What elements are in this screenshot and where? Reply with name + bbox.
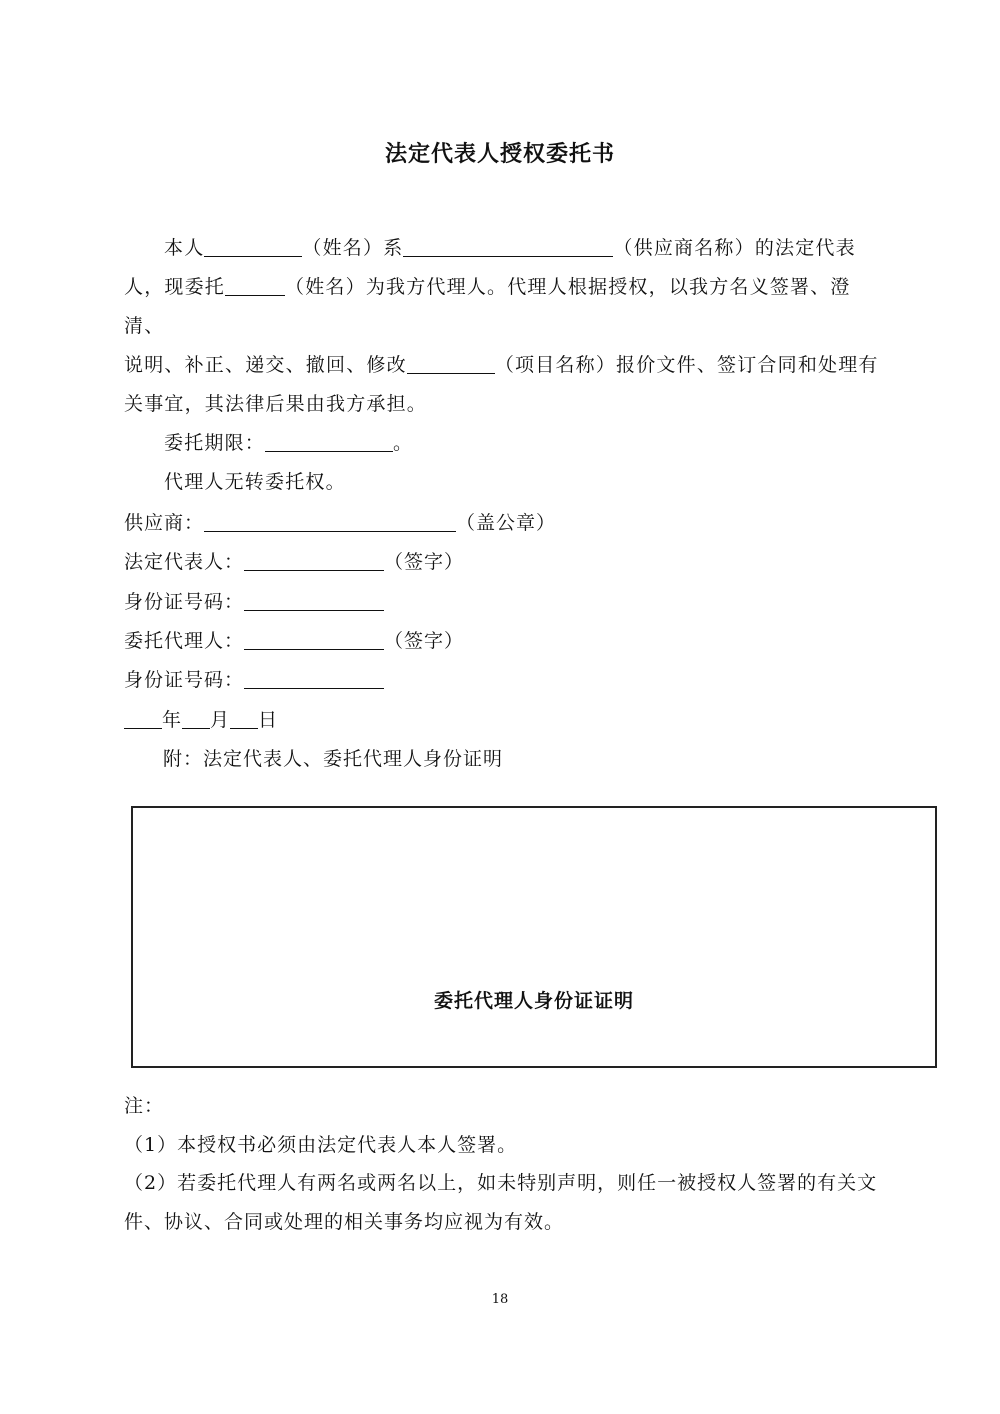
body-paragraph (124, 229, 884, 502)
body-line-1 (124, 229, 884, 268)
supplier-label: 供应商： (124, 512, 205, 534)
supplier-blank[interactable] (204, 513, 456, 532)
name-blank[interactable] (204, 238, 302, 257)
month-label: 月 (210, 709, 231, 731)
legal-rep-id-blank[interactable] (244, 592, 384, 611)
supplier-name-blank[interactable] (403, 238, 613, 257)
note-2-line-2: 件、协议、合同或处理的相关事务均应视为有效。 (124, 1211, 565, 1233)
project-name-blank[interactable] (407, 355, 495, 374)
signature-note: （签字） (384, 630, 465, 652)
text: 说明、补正、递交、撤回、修改 (124, 354, 407, 376)
no-subdelegation-line: 代理人无转委托权。 (164, 471, 346, 493)
id-proof-box[interactable] (131, 806, 937, 1068)
text: （项目名称）报价文件、签订合同和处理有 (494, 354, 879, 376)
day-label: 日 (258, 709, 279, 731)
text: （姓名）为我方代理人。代理人根据授权，以我方名义签署、澄清、 (124, 276, 851, 337)
term-blank[interactable] (265, 433, 393, 452)
document-title: 法定代表人授权委托书 (384, 142, 615, 167)
id-number-row-2 (124, 668, 384, 692)
day-blank[interactable] (230, 710, 258, 729)
legal-rep-signature-blank[interactable] (244, 552, 384, 571)
id-label: 身份证号码： (124, 591, 245, 613)
legal-rep-label: 法定代表人： (124, 551, 245, 573)
seal-note: （盖公章） (456, 512, 557, 534)
text: 人，现委托 (124, 276, 226, 298)
id-number-row-1 (124, 590, 384, 614)
signature-note: （签字） (384, 551, 465, 573)
body-line-3 (124, 346, 884, 385)
text: 。 (393, 432, 414, 454)
term-label: 委托期限： (164, 432, 266, 454)
month-blank[interactable] (182, 710, 210, 729)
text: （姓名）系 (302, 237, 404, 259)
id-proof-box-label: 委托代理人身份证证明 (433, 990, 634, 1012)
page-number: 18 (491, 1292, 509, 1307)
legal-rep-row (124, 550, 464, 574)
year-label: 年 (162, 709, 183, 731)
date-row (124, 708, 278, 732)
agent-id-blank[interactable] (244, 670, 384, 689)
body-line-4: 关事宜，其法律后果由我方承担。 (124, 393, 428, 415)
id-label: 身份证号码： (124, 669, 245, 691)
agent-row (124, 629, 464, 653)
term-line (124, 424, 884, 463)
note-2-line-1: （2）若委托代理人有两名或两名以上，如未特别声明，则任一被授权人签署的有关文 (124, 1172, 878, 1194)
supplier-row (124, 511, 556, 535)
agent-name-blank[interactable] (225, 277, 285, 296)
notes-heading: 注： (124, 1095, 165, 1117)
body-line-2 (124, 268, 884, 346)
agent-signature-blank[interactable] (244, 631, 384, 650)
agent-label: 委托代理人： (124, 630, 245, 652)
text: （供应商名称）的法定代表 (613, 237, 856, 259)
note-1: （1）本授权书必须由法定代表人本人签署。 (124, 1134, 518, 1156)
text: 本人 (164, 237, 205, 259)
year-blank[interactable] (124, 710, 162, 729)
attachment-line: 附：法定代表人、委托代理人身份证明 (163, 748, 504, 770)
